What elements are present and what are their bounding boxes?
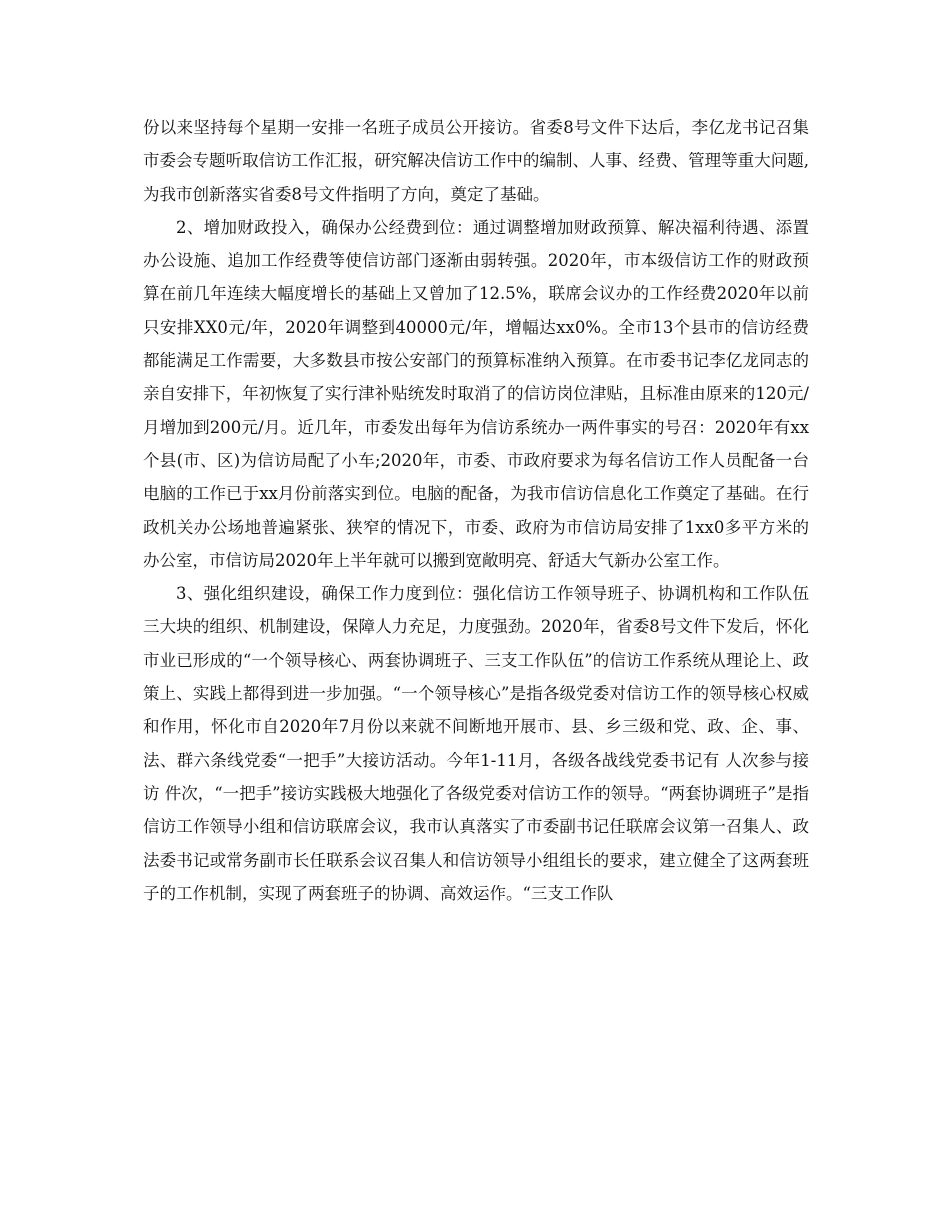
document-body xyxy=(143,111,809,910)
paragraph-organization-building: 3、强化组织建设，确保工作力度到位：强化信访工作领导班子、协调机构和工作队伍三大块的组织、机制建设，保障人力充足，力度强劲。2020年，省委8号文件下发后，怀化市业已形成的“一个领导核心、两套协调班子、三支工作队伍”的信访工作系统从理论上、政策上、实践上都得到进一步加强。“一个领导核心”是指各级党委对信访工作的领导核心权威和作用，怀化市自2020年7月份以来就不间断地开展市、县、乡三级和党、政、企、事、法、群六条线党委“一把手”大接访活动。今年1-11月，各级各战线党委书记有 人次参与接访 件次，“一把手”接访实践极大地强化了各级党委对信访工作的领导。“两套协调班子”是指信访工作领导小组和信访联席会议，我市认真落实了市委副书记任联席会议第一召集人、政法委书记或常务副市长任联系会议召集人和信访领导小组组长的要求，建立健全了这两套班子的工作机制，实现了两套班子的协调、高效运作。“三支工作队 xyxy=(143,584,809,903)
paragraph-continuation: 份以来坚持每个星期一安排一名班子成员公开接访。省委8号文件下达后，李亿龙书记召集市委会专题听取信访工作汇报，研究解决信访工作中的编制、人事、经费、管理等重大问题,为我市创新落实省委8号文件指明了方向，奠定了基础。 xyxy=(143,118,809,204)
paragraph-finance-investment: 2、增加财政投入，确保办公经费到位：通过调整增加财政预算、解决福利待遇、添置办公设施、追加工作经费等使信访部门逐渐由弱转强。2020年，市本级信访工作的财政预算在前几年连续大幅度增长的基础上又曾加了12.5%，联席会议办的工作经费2020年以前只安排XX0元/年，2020年调整到40000元/年，增幅达xx0%。全市13个县市的信访经费都能满足工作需要，大多数县市按公安部门的预算标准纳入预算。在市委书记李亿龙同志的亲自安排下，年初恢复了实行津补贴统发时取消了的信访岗位津贴，且标准由原来的120元/月增加到200元/月。近几年，市委发出每年为信访系统办一两件事实的号召：2020年有xx个县(市、区)为信访局配了小车;2020年，市委、市政府要求为每名信访工作人员配备一台电脑的工作已于xx月份前落实到位。电脑的配备，为我市信访信息化工作奠定了基础。在行政机关办公场地普遍紧张、狭窄的情况下，市委、政府为市信访局安排了1xx0多平方米的办公室，市信访局2020年上半年就可以搬到宽敞明亮、舒适大气新办公室工作。 xyxy=(143,217,809,570)
